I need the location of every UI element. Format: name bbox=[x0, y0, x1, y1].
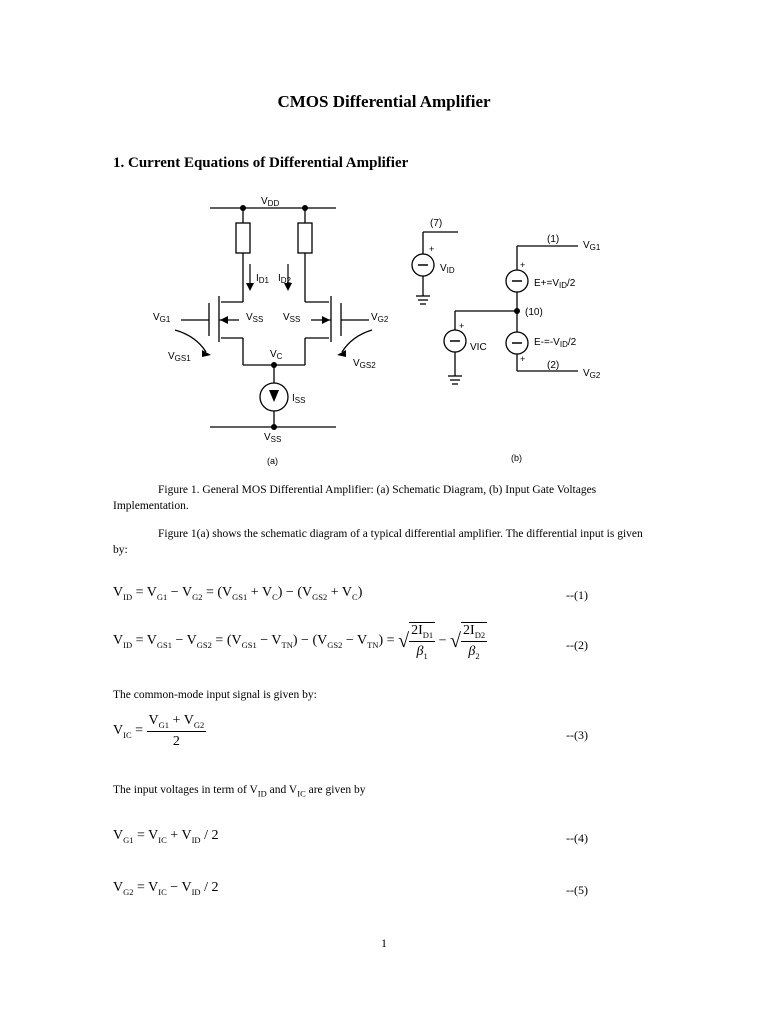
label-vgs2: $V_{GS2}$ bbox=[353, 358, 376, 370]
label-vg1: $V_{G1}$ bbox=[153, 312, 171, 324]
label-id2: $I_{D2}$ bbox=[278, 273, 292, 285]
document-title: CMOS Differential Amplifier bbox=[277, 92, 491, 111]
sqrt-fraction-2: $\frac{2I_{D2}}{\beta_2}$ bbox=[463, 623, 486, 661]
label-vss-right: $V_{SS}$ bbox=[283, 312, 301, 324]
arrow-down-icon bbox=[246, 283, 254, 291]
label-vc: $V_C$ bbox=[270, 349, 283, 361]
node-dot bbox=[514, 308, 520, 314]
plus-sign: + bbox=[429, 244, 435, 254]
equation-4-number: --(4) bbox=[566, 831, 588, 845]
vgs1-arrow bbox=[175, 330, 206, 352]
paragraph-input-voltages: The input voltages in term of $V_{ID}$ and $V_{IC}$ are given by bbox=[113, 784, 366, 799]
equation-5: $V_{G2} = V_{IC} - V_{ID} / 2$ bbox=[113, 880, 219, 897]
figure-b-label: (b) bbox=[511, 453, 522, 463]
section-number: 1. bbox=[113, 155, 125, 171]
arrow-down-icon bbox=[269, 390, 279, 402]
label-node2: (2) bbox=[547, 360, 560, 371]
label-eminus: $E-=-V_{ID}/2$ bbox=[534, 337, 577, 349]
node-dot bbox=[302, 205, 308, 211]
figure-a-label: (a) bbox=[267, 456, 278, 466]
section-title: Current Equations of Differential Amplifier bbox=[128, 155, 409, 171]
label-vid: $V_{ID}$ bbox=[440, 263, 455, 275]
equation-1: $V_{ID} = V_{G1} - V_{G2} = (V_{GS1} + V_C) - (V_{GS2} + V_C)$ bbox=[113, 585, 363, 602]
label-vg1: $V_{G1}$ bbox=[583, 240, 601, 252]
figure-1a-schematic bbox=[130, 185, 420, 475]
label-iss: $I_{SS}$ bbox=[292, 393, 306, 405]
page-number: 1 bbox=[381, 936, 387, 950]
arrow-head-icon bbox=[202, 350, 211, 357]
arrow-head-icon bbox=[337, 350, 346, 357]
fraction-vic: $\frac{V_{G1} + V_{G2}}{2}$ bbox=[148, 713, 205, 749]
label-vic: VIC bbox=[470, 342, 487, 353]
label-vss-bottom: $V_{SS}$ bbox=[264, 432, 282, 444]
plus-sign: + bbox=[520, 354, 526, 364]
label-node1: (1) bbox=[547, 234, 560, 245]
label-vg2: $V_{G2}$ bbox=[583, 368, 601, 380]
resistor-1 bbox=[236, 223, 250, 253]
equation-3: $V_{IC}$ = $\frac{V_{G1} + V_{G2}}{2}$ bbox=[113, 713, 205, 749]
label-eplus: $E+=V_{ID}/2$ bbox=[534, 278, 576, 290]
label-id1: $I_{D1}$ bbox=[256, 273, 270, 285]
arrow-left-icon bbox=[220, 316, 228, 324]
resistor-2 bbox=[298, 223, 312, 253]
figure-caption: Figure 1. General MOS Differential Amplifier: (a) Schematic Diagram, (b) Input Gate Voltages Implementation. bbox=[113, 484, 597, 512]
node-dot bbox=[271, 362, 277, 368]
equation-2-number: --(2) bbox=[566, 638, 588, 652]
sqrt-fraction-1: $\frac{2I_{D1}}{\beta_1}$ bbox=[411, 623, 434, 661]
label-vgs1: $V_{GS1}$ bbox=[168, 351, 191, 363]
paragraph-common-mode: The common-mode input signal is given by: bbox=[113, 689, 317, 701]
plus-sign: + bbox=[520, 260, 526, 270]
label-vdd: $V_{DD}$ bbox=[261, 196, 280, 208]
arrow-right-icon bbox=[322, 316, 330, 324]
equation-1-number: --(1) bbox=[566, 588, 588, 602]
vgs2-arrow bbox=[342, 330, 372, 352]
equation-4: $V_{G1} = V_{IC} + V_{ID} / 2$ bbox=[113, 828, 219, 845]
equation-5-number: --(5) bbox=[566, 883, 588, 897]
figure-1b-schematic bbox=[405, 210, 610, 470]
label-vg2: $V_{G2}$ bbox=[371, 312, 389, 324]
sqrt-icon: √ bbox=[450, 630, 462, 653]
paragraph-differential-input: Figure 1(a) shows the schematic diagram of a typical differential amplifier. The differential input is given by: bbox=[113, 528, 643, 556]
node-dot bbox=[271, 424, 277, 430]
label-node10: (10) bbox=[525, 307, 543, 318]
sqrt-icon: √ bbox=[398, 630, 410, 653]
label-vss-left: $V_{SS}$ bbox=[246, 312, 264, 324]
equation-3-number: --(3) bbox=[566, 728, 588, 742]
label-node7: (7) bbox=[430, 218, 443, 229]
node-dot bbox=[240, 205, 246, 211]
equation-2: $V_{ID} = V_{GS1} - V_{GS2} = (V_{GS1} - V_{TN}) - (V_{GS2} - V_{TN})$ = √ $\frac{2I_{D1}}{\beta_1}$ − √ $\frac{2I_{D2}}{\beta_2}$ bbox=[113, 623, 486, 661]
section-heading bbox=[113, 155, 408, 172]
plus-sign: + bbox=[459, 321, 465, 331]
